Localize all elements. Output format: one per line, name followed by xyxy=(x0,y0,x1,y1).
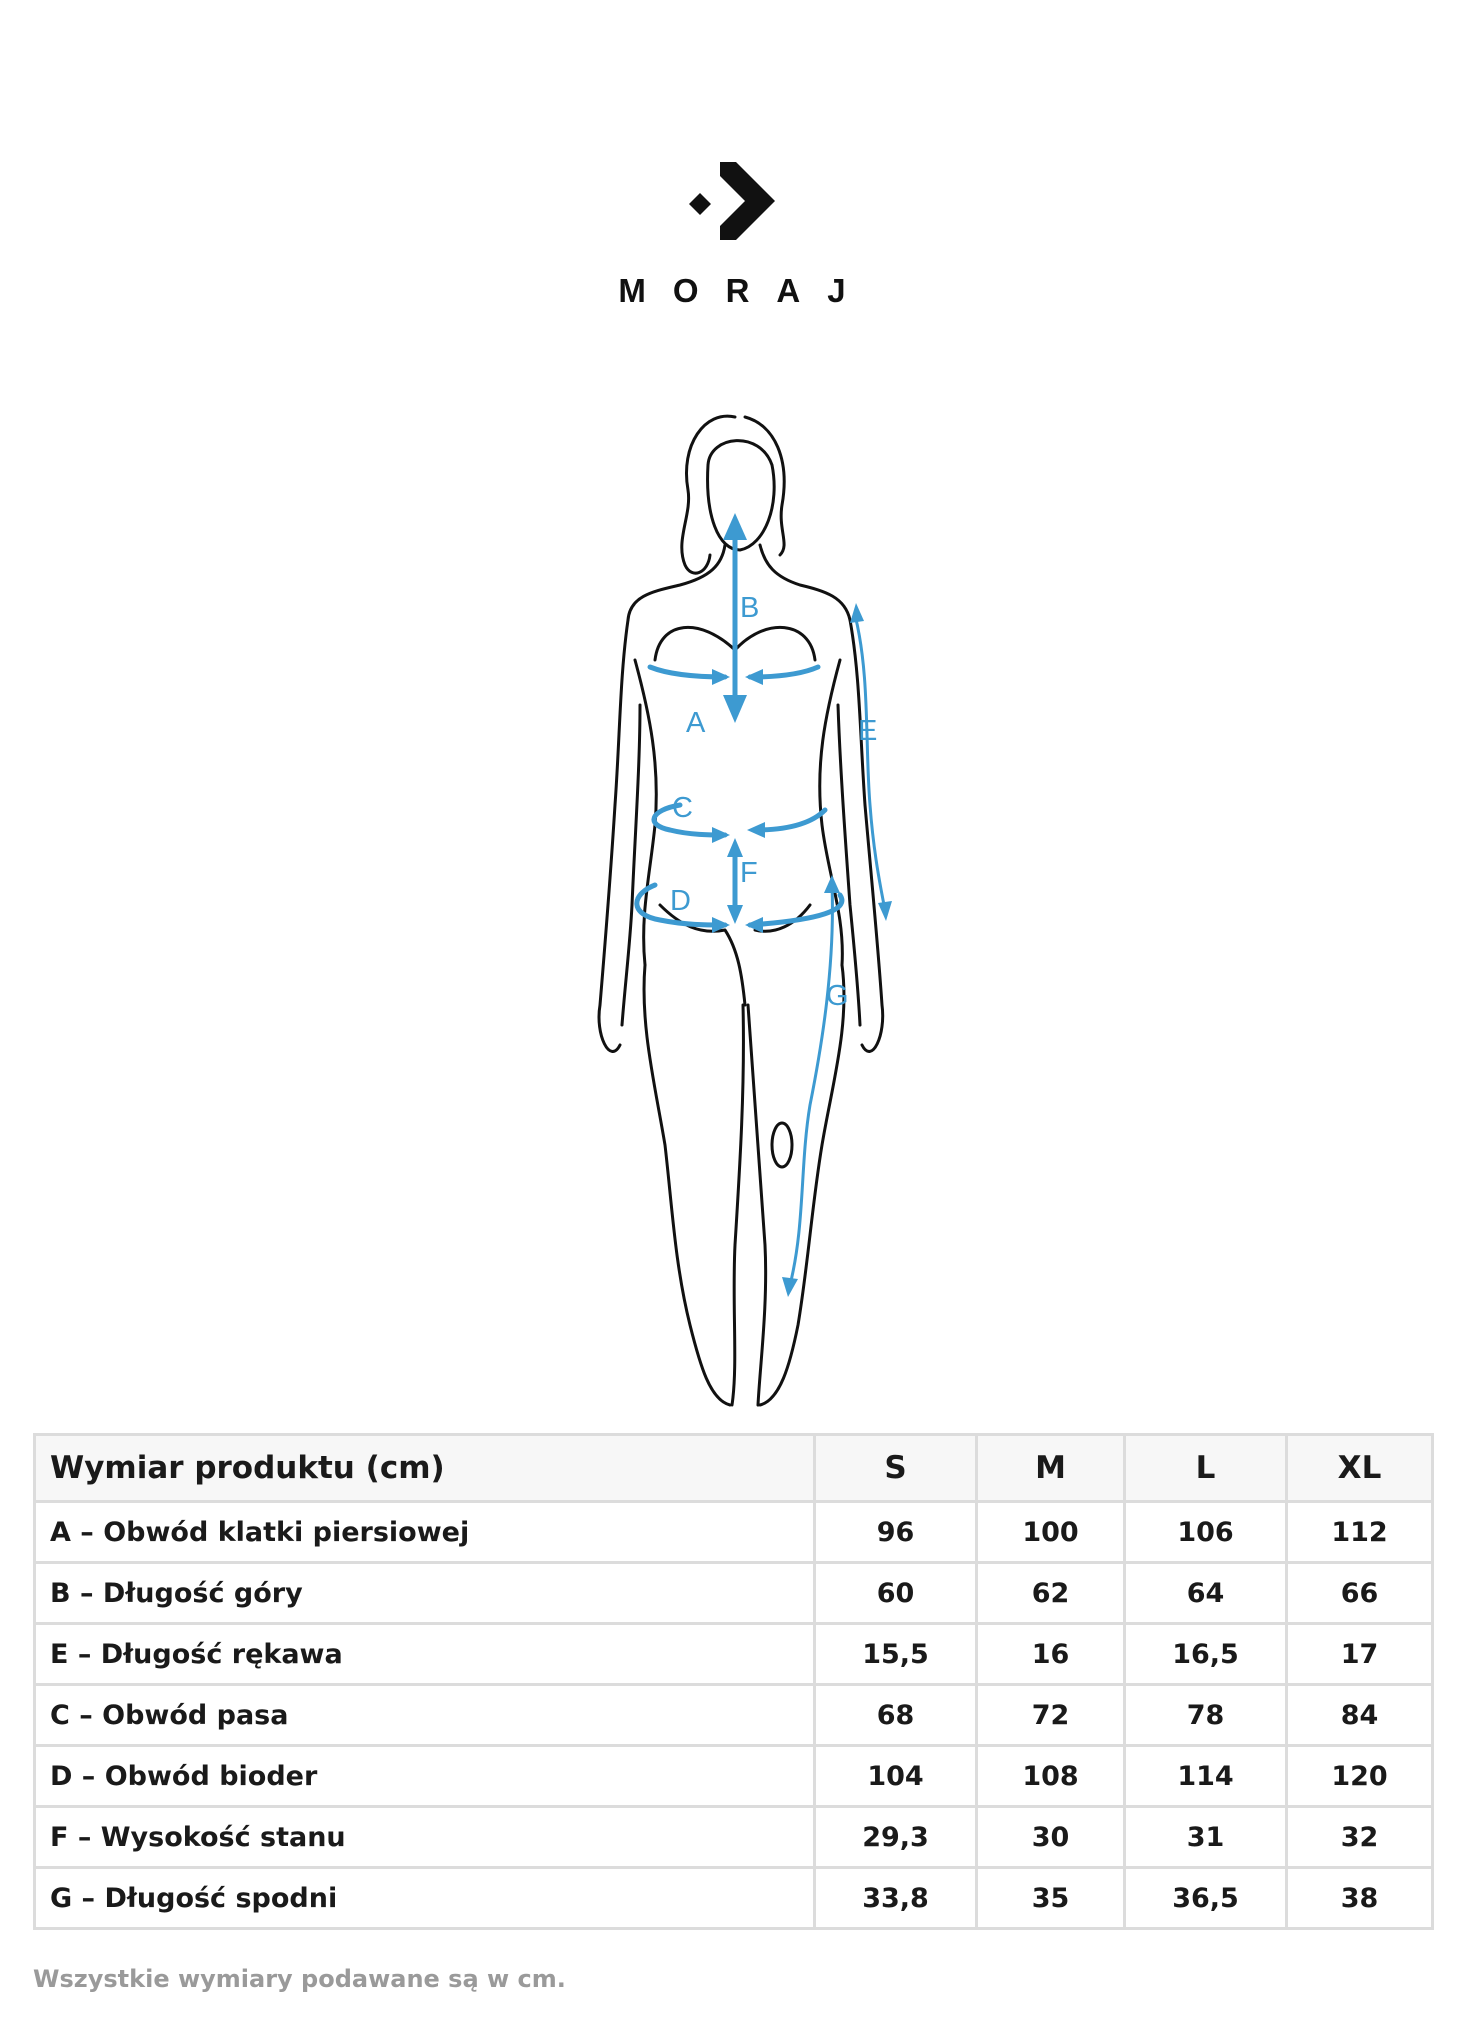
table-header-row xyxy=(35,1435,1433,1502)
cell-value: 66 xyxy=(1287,1563,1433,1624)
cell-value: 38 xyxy=(1287,1868,1433,1929)
label-b: B xyxy=(740,592,760,624)
table-row xyxy=(35,1624,1433,1685)
row-label: D – Obwód bioder xyxy=(35,1746,815,1807)
cell-value: 30 xyxy=(977,1807,1125,1868)
cell-value: 16 xyxy=(977,1624,1125,1685)
cell-value: 112 xyxy=(1287,1502,1433,1563)
cell-value: 104 xyxy=(815,1746,977,1807)
cell-value: 62 xyxy=(977,1563,1125,1624)
header-size-s: S xyxy=(815,1435,977,1502)
cell-value: 32 xyxy=(1287,1807,1433,1868)
header-size-l: L xyxy=(1125,1435,1287,1502)
cell-value: 100 xyxy=(977,1502,1125,1563)
table-row xyxy=(35,1868,1433,1929)
cell-value: 108 xyxy=(977,1746,1125,1807)
cell-value: 15,5 xyxy=(815,1624,977,1685)
cell-value: 68 xyxy=(815,1685,977,1746)
row-label: B – Długość góry xyxy=(35,1563,815,1624)
footnote: Wszystkie wymiary podawane są w cm. xyxy=(33,1965,566,1993)
brand-logo xyxy=(0,160,1464,242)
cell-value: 114 xyxy=(1125,1746,1287,1807)
moraj-arrow-logo-icon xyxy=(687,160,777,242)
table-row xyxy=(35,1685,1433,1746)
header-label: Wymiar produktu (cm) xyxy=(35,1435,815,1502)
row-label: A – Obwód klatki piersiowej xyxy=(35,1502,815,1563)
row-label: C – Obwód pasa xyxy=(35,1685,815,1746)
cell-value: 33,8 xyxy=(815,1868,977,1929)
label-d: D xyxy=(670,885,691,917)
cell-value: 35 xyxy=(977,1868,1125,1929)
header-size-m: M xyxy=(977,1435,1125,1502)
size-table xyxy=(33,1433,1434,1930)
row-label: F – Wysokość stanu xyxy=(35,1807,815,1868)
table-row xyxy=(35,1563,1433,1624)
row-label: G – Długość spodni xyxy=(35,1868,815,1929)
label-a: A xyxy=(686,707,706,739)
label-e: E xyxy=(858,715,878,747)
cell-value: 84 xyxy=(1287,1685,1433,1746)
brand-name: MORAJ xyxy=(618,272,873,309)
female-body-measurement-icon xyxy=(560,405,920,1425)
cell-value: 29,3 xyxy=(815,1807,977,1868)
cell-value: 36,5 xyxy=(1125,1868,1287,1929)
cell-value: 31 xyxy=(1125,1807,1287,1868)
cell-value: 64 xyxy=(1125,1563,1287,1624)
cell-value: 72 xyxy=(977,1685,1125,1746)
cell-value: 96 xyxy=(815,1502,977,1563)
table-row xyxy=(35,1502,1433,1563)
label-f: F xyxy=(740,857,758,889)
label-g: G xyxy=(826,980,849,1012)
cell-value: 78 xyxy=(1125,1685,1287,1746)
cell-value: 16,5 xyxy=(1125,1624,1287,1685)
table-row xyxy=(35,1746,1433,1807)
cell-value: 106 xyxy=(1125,1502,1287,1563)
cell-value: 17 xyxy=(1287,1624,1433,1685)
cell-value: 120 xyxy=(1287,1746,1433,1807)
row-label: E – Długość rękawa xyxy=(35,1624,815,1685)
table-row xyxy=(35,1807,1433,1868)
header-size-xl: XL xyxy=(1287,1435,1433,1502)
label-c: C xyxy=(672,792,693,824)
cell-value: 60 xyxy=(815,1563,977,1624)
